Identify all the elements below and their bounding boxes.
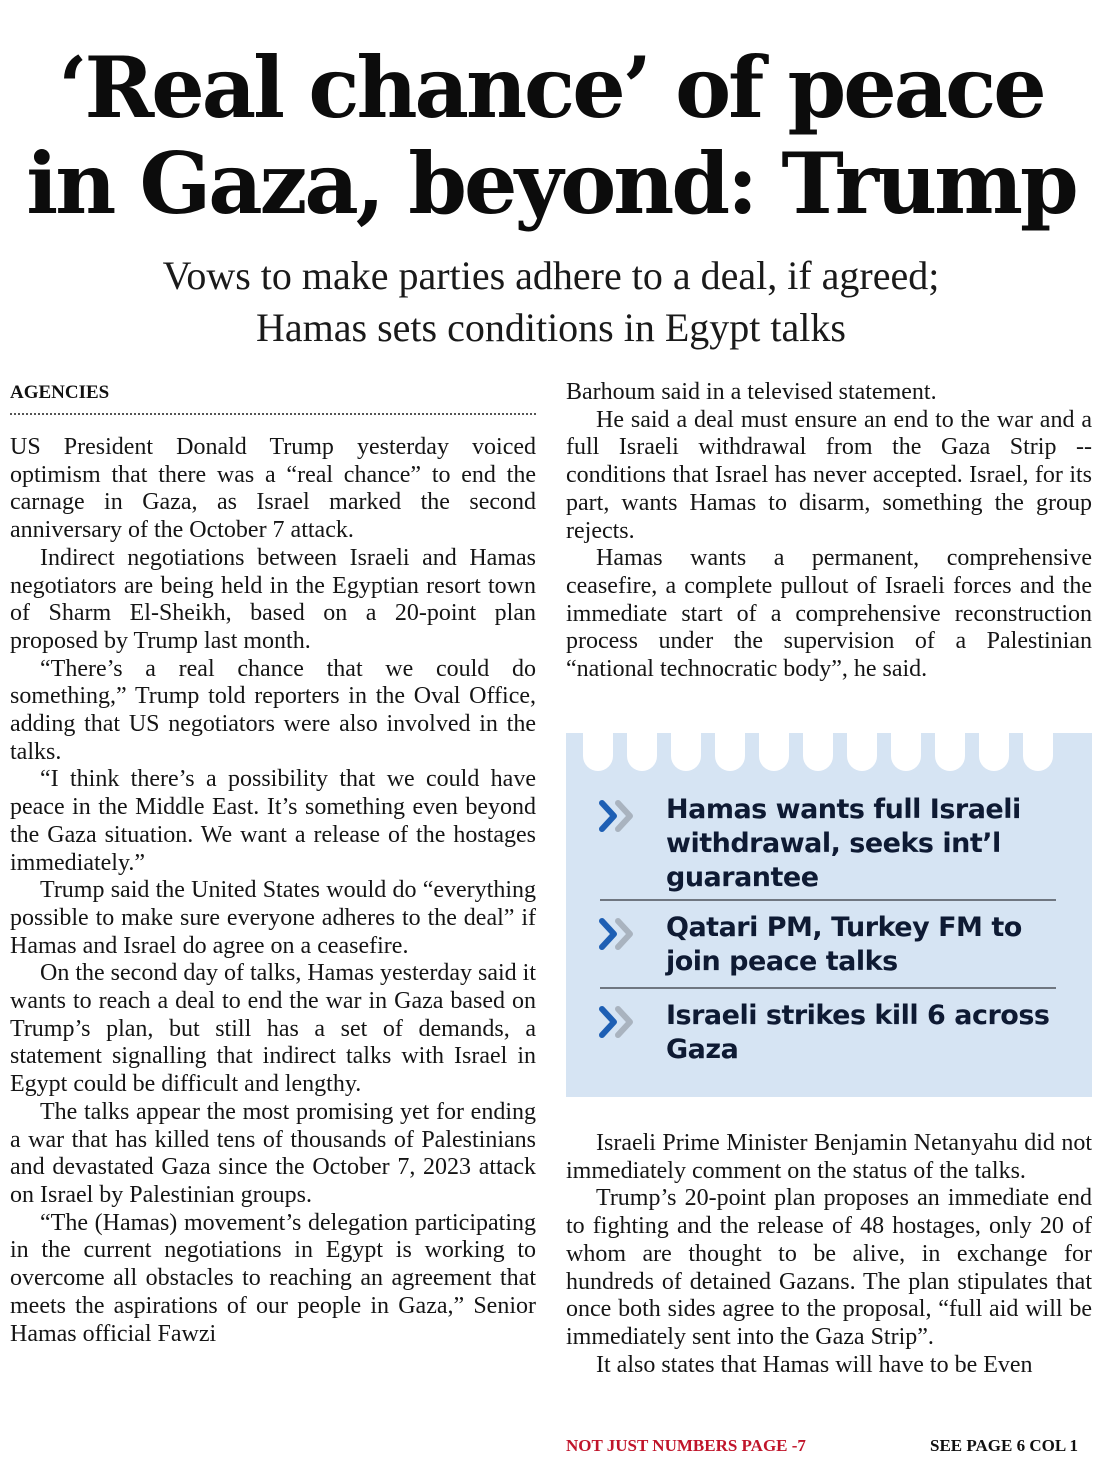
notepad-hole: [847, 733, 877, 771]
notepad-hole: [979, 733, 1009, 771]
notepad-hole: [627, 733, 657, 771]
highlight-text: Hamas wants full Israeli withdrawal, seeks int’l guarantee: [666, 794, 1021, 893]
double-chevron-icon: [598, 917, 638, 951]
article-column-2-bottom: [566, 1130, 1092, 1379]
paragraph: Trump’s 20-point plan proposes an immediate end to fighting and the release of 48 hostages, only 20 of whom are thought to be alive, in exchange for hundreds of detained Gazans. The plan stipulates that once both sides agree to the proposal, “full aid will be immediately sent into the Gaza Strip”.: [566, 1185, 1092, 1350]
highlight-text: Israeli strikes kill 6 across Gaza: [666, 1000, 1050, 1065]
article-column-1: [10, 434, 536, 1348]
paragraph: “There’s a real chance that we could do something,” Trump told reporters in the Oval Office, adding that US negotiators were also involved in the talks.: [10, 655, 536, 765]
byline: AGENCIES: [10, 382, 536, 415]
highlights-box: [566, 733, 1092, 1097]
highlight-text: Qatari PM, Turkey FM to join peace talks: [666, 912, 1022, 977]
article-column-2-top: [566, 379, 1092, 684]
notepad-hole: [583, 733, 613, 771]
divider: [600, 987, 1056, 989]
deck-line-2: Hamas sets conditions in Egypt talks: [256, 305, 846, 350]
paragraph: Trump said the United States would do “everything possible to make sure everyone adheres to the deal” if Hamas and Israel do agree on a ceasefire.: [10, 877, 536, 959]
notepad-hole: [1023, 733, 1053, 771]
jump-line-continued[interactable]: SEE PAGE 6 COL 1: [930, 1436, 1078, 1455]
notepad-hole: [935, 733, 965, 771]
notepad-hole: [891, 733, 921, 771]
paragraph: US President Donald Trump yesterday voiced optimism that there was a “real chance” to end the carnage in Gaza, as Israel marked the second anniversary of the October 7 attack.: [10, 434, 536, 544]
paragraph: It also states that Hamas will have to be Even: [596, 1351, 1033, 1378]
paragraph: The talks appear the most promising yet for ending a war that has killed tens of thousands of Palestinians and devastated Gaza since the October 7, 2023 attack on Israel by Palestinian groups.: [10, 1098, 536, 1208]
deck: [0, 250, 1102, 354]
paragraph: He said a deal must ensure an end to the war and a full Israeli withdrawal from the Gaza Strip -- conditions that Israel has never accepted. Israel, for its part, wants Hamas to disarm, something the group rejects.: [566, 406, 1092, 544]
headline-line-2: in Gaza, beyond: Trump: [26, 134, 1076, 233]
headline-line-1: ‘Real chance’ of peace: [58, 38, 1044, 137]
divider: [600, 899, 1056, 901]
double-chevron-icon: [598, 799, 638, 833]
paragraph: “The (Hamas) movement’s delegation participating in the current negotiations in Egypt is working to overcome all obstacles to reaching an agreement that meets the aspirations of our people in Gaza,” Senior Hamas official Fawzi: [10, 1209, 536, 1347]
deck-line-1: Vows to make parties adhere to a deal, if agreed;: [162, 253, 940, 298]
paragraph: Israeli Prime Minister Benjamin Netanyahu did not immediately comment on the status of the talks.: [566, 1130, 1092, 1184]
jump-line-not-just-numbers[interactable]: NOT JUST NUMBERS PAGE -7: [566, 1436, 806, 1455]
paragraph: “I think there’s a possibility that we could have peace in the Middle East. It’s something even beyond the Gaza situation. We want a release of the hostages immediately.”: [10, 766, 536, 876]
paragraph: Barhoum said in a televised statement.: [566, 379, 937, 405]
double-chevron-icon: [598, 1005, 638, 1039]
paragraph: On the second day of talks, Hamas yesterday said it wants to reach a deal to end the war in Gaza based on Trump’s plan, but still has a set of demands, a statement signalling that indirect talks with Israel in Egypt could be difficult and lengthy.: [10, 960, 536, 1098]
notepad-hole: [803, 733, 833, 771]
headline: [0, 40, 1102, 232]
notepad-hole: [671, 733, 701, 771]
paragraph: Indirect negotiations between Israeli and Hamas negotiators are being held in the Egyptian resort town of Sharm El-Sheikh, based on a 20-point plan proposed by Trump last month.: [10, 544, 536, 654]
notepad-hole: [759, 733, 789, 771]
paragraph: Hamas wants a permanent, comprehensive ceasefire, a complete pullout of Israeli forces and the immediate start of a comprehensive reconstruction process under the supervision of a Palestinian “national technocratic body”, he said.: [566, 545, 1092, 683]
notepad-hole: [715, 733, 745, 771]
